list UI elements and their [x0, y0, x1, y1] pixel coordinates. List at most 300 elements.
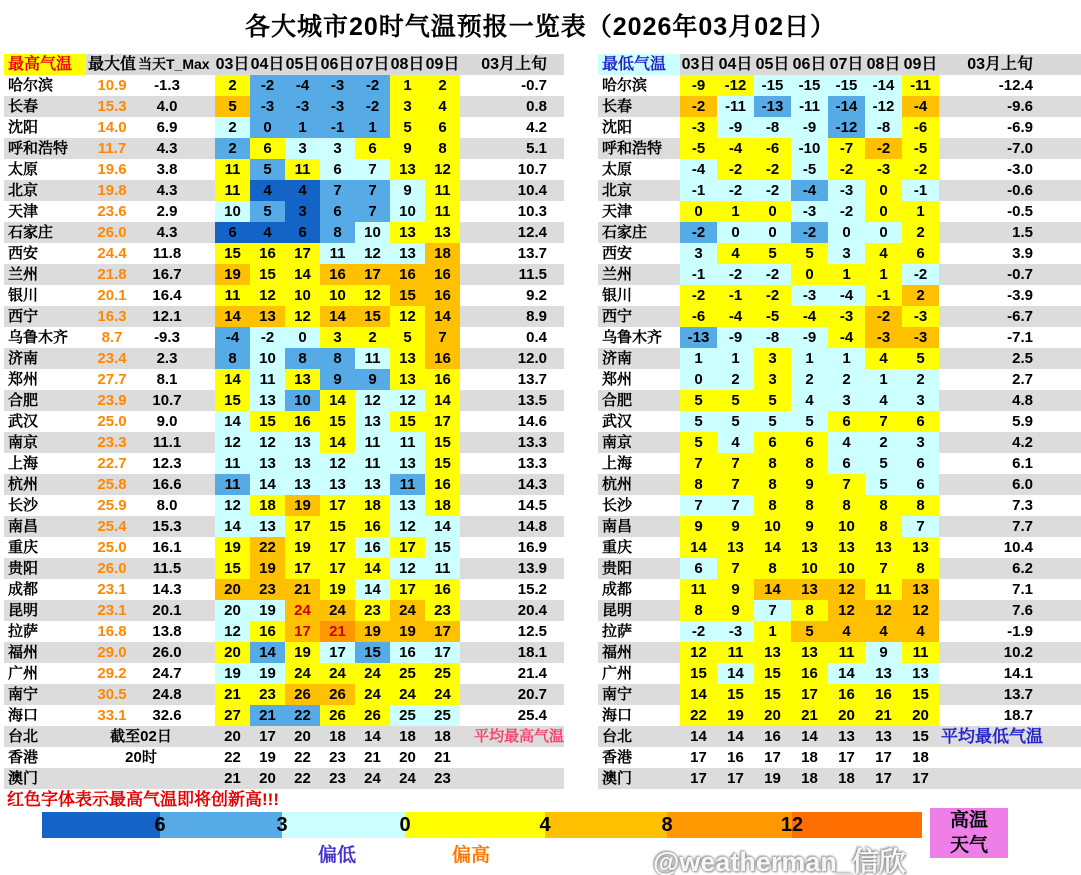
day-temp-cell: -3: [250, 96, 285, 117]
day-temp-cell: 4: [865, 390, 902, 411]
day-temp-cell: 14: [754, 579, 791, 600]
day-temp-cell: 12: [828, 600, 865, 621]
table-row: [598, 96, 1081, 117]
city-name: 呼和浩特: [602, 140, 663, 157]
day-temp-cell: 21: [364, 749, 381, 766]
day-temp-cell: 13: [250, 306, 285, 327]
day-temp-cell: 15: [355, 642, 390, 663]
max-temp-value: 29.2: [97, 665, 127, 682]
day-temp-cell: 6: [828, 453, 865, 474]
day-temp-cell: 10: [355, 222, 390, 243]
period-avg-value: 10.3: [517, 203, 547, 220]
day-temp-cell: 13: [285, 474, 320, 495]
day-temp-cell: 23: [250, 579, 285, 600]
day-temp-cell: 2: [215, 138, 250, 159]
day-temp-cell: -2: [717, 264, 754, 285]
day-temp-cell: 18: [838, 770, 855, 787]
hot-weather-line2: 天气: [949, 835, 988, 856]
day-temp-cell: -3: [285, 96, 320, 117]
day-temp-cell: 6: [754, 432, 791, 453]
day-temp-cell: 11: [285, 159, 320, 180]
day-temp-cell: 24: [285, 600, 320, 621]
day-temp-cell: 11: [215, 285, 250, 306]
day-temp-cell: 5: [680, 411, 717, 432]
city-name: 西宁: [602, 308, 633, 325]
day-temp-cell: 0: [250, 117, 285, 138]
day-temp-cell: 8: [865, 495, 902, 516]
city-name: 天津: [602, 203, 633, 220]
day-temp-cell: 3: [680, 243, 717, 264]
day-temp-cell: 14: [754, 537, 791, 558]
max-temp-value: 22.7: [97, 455, 127, 472]
today-tmax-value: -9.3: [154, 329, 180, 346]
day-temp-cell: -2: [754, 180, 791, 201]
day-temp-cell: 11: [250, 369, 285, 390]
day-temp-cell: 14: [425, 390, 460, 411]
table-row: [4, 180, 564, 201]
period-avg-value: 4.8: [1012, 392, 1033, 409]
city-name: 拉萨: [8, 623, 39, 640]
max-temp-value: 33.1: [97, 707, 127, 724]
table-row: [598, 621, 1081, 642]
colorbar-segment: [792, 812, 922, 838]
table-row: [4, 390, 564, 411]
period-avg-value: 7.3: [1012, 497, 1033, 514]
city-name: 沈阳: [602, 119, 633, 136]
city-name: 银川: [8, 287, 39, 304]
day-temp-cell: -2: [791, 222, 828, 243]
table-row: [598, 264, 1081, 285]
max-temp-value: 20.1: [97, 287, 127, 304]
day-temp-cell: -5: [754, 306, 791, 327]
day-temp-cell: 14: [425, 306, 460, 327]
table-row: [4, 516, 564, 537]
table-row: [598, 705, 1081, 726]
max-temp-value: 23.4: [97, 350, 127, 367]
period-avg-value: -3.9: [1007, 287, 1033, 304]
colorbar-segment: [282, 812, 405, 838]
day-temp-cell: 25: [425, 705, 460, 726]
day-temp-cell: 11: [355, 453, 390, 474]
day-temp-cell: 15: [717, 684, 754, 705]
day-temp-cell: 3: [828, 390, 865, 411]
city-name: 天津: [8, 203, 39, 220]
day-temp-cell: 7: [865, 558, 902, 579]
day-temp-cell: 2: [902, 285, 939, 306]
day-temp-cell: 21: [320, 621, 355, 642]
table-row: [4, 327, 564, 348]
today-tmax-value: 11.1: [152, 434, 182, 451]
day-temp-cell: 8: [754, 453, 791, 474]
day-temp-cell: 8: [754, 474, 791, 495]
day-temp-cell: 17: [285, 516, 320, 537]
day-temp-cell: 11: [717, 642, 754, 663]
day-temp-cell: -2: [902, 264, 939, 285]
today-tmax-value: 24.8: [152, 686, 182, 703]
day-temp-cell: 8: [215, 348, 250, 369]
day-temp-cell: 9: [355, 369, 390, 390]
day-temp-cell: 14: [320, 432, 355, 453]
table-row: [598, 306, 1081, 327]
day-temp-cell: -4: [215, 327, 250, 348]
table-row: [598, 663, 1081, 684]
day-col-header: 09日: [903, 56, 938, 73]
day-temp-cell: 19: [764, 770, 781, 787]
day-temp-cell: 12: [215, 621, 250, 642]
city-name: 长沙: [8, 497, 39, 514]
table-row: [4, 411, 564, 432]
today-tmax-value: 16.6: [152, 476, 182, 493]
table-row: [4, 264, 564, 285]
city-name: 南宁: [602, 686, 633, 703]
day-temp-cell: 6: [425, 117, 460, 138]
day-temp-cell: 13: [250, 390, 285, 411]
day-temp-cell: 12: [680, 642, 717, 663]
day-temp-cell: 13: [875, 728, 892, 745]
day-temp-cell: 13: [425, 222, 460, 243]
day-temp-cell: 8: [865, 516, 902, 537]
day-temp-cell: 17: [875, 770, 892, 787]
day-temp-cell: 13: [791, 642, 828, 663]
period-avg-value: 6.0: [1012, 476, 1033, 493]
day-temp-cell: 14: [680, 537, 717, 558]
day-temp-cell: 20: [754, 705, 791, 726]
day-temp-cell: -2: [754, 264, 791, 285]
table-row: [4, 96, 564, 117]
day-temp-cell: 4: [717, 432, 754, 453]
day-temp-cell: 17: [320, 558, 355, 579]
period-avg-value: 0.4: [526, 329, 547, 346]
day-temp-cell: 18: [912, 749, 929, 766]
day-temp-cell: 7: [902, 516, 939, 537]
period-avg-value: 0.8: [526, 98, 547, 115]
col-header-max-value: 最大值: [87, 56, 136, 73]
day-temp-cell: 8: [828, 495, 865, 516]
day-temp-cell: 1: [717, 201, 754, 222]
hot-weather-badge: [930, 808, 1008, 858]
day-temp-cell: -4: [680, 159, 717, 180]
day-temp-cell: 11: [390, 432, 425, 453]
day-temp-cell: -12: [828, 117, 865, 138]
day-temp-cell: 13: [390, 222, 425, 243]
city-name: 南京: [8, 434, 39, 451]
city-name: 杭州: [602, 476, 633, 493]
day-temp-cell: 17: [838, 749, 855, 766]
max-temp-value: 14.0: [97, 119, 127, 136]
day-temp-cell: -4: [717, 306, 754, 327]
city-name: 重庆: [8, 539, 39, 556]
day-temp-cell: 0: [754, 222, 791, 243]
day-temp-cell: 3: [754, 369, 791, 390]
day-temp-cell: 5: [865, 453, 902, 474]
day-temp-cell: 0: [828, 222, 865, 243]
day-temp-cell: 4: [828, 621, 865, 642]
day-temp-cell: 3: [285, 138, 320, 159]
day-temp-cell: 18: [801, 770, 818, 787]
day-temp-cell: -3: [320, 75, 355, 96]
today-tmax-value: 4.3: [156, 140, 178, 157]
day-temp-cell: 20: [259, 770, 276, 787]
colorbar-tick: 12: [780, 814, 804, 836]
max-temp-value: 8.7: [101, 329, 123, 346]
day-temp-cell: -13: [754, 96, 791, 117]
period-avg-value: 10.4: [1003, 539, 1033, 556]
day-temp-cell: -9: [791, 327, 828, 348]
day-temp-cell: 3: [320, 327, 355, 348]
max-temp-value: 16.3: [97, 308, 127, 325]
day-temp-cell: 19: [390, 621, 425, 642]
table-row: [4, 705, 564, 726]
today-tmax-value: 15.3: [152, 518, 182, 535]
day-col-header: 06日: [792, 56, 827, 73]
day-temp-cell: 21: [285, 579, 320, 600]
day-temp-cell: 12: [215, 432, 250, 453]
day-temp-cell: 17: [390, 537, 425, 558]
day-temp-cell: 4: [828, 432, 865, 453]
today-tmax-value: 12.3: [152, 455, 182, 472]
day-col-header: 09日: [425, 56, 460, 73]
day-temp-cell: 5: [250, 201, 285, 222]
day-temp-cell: -2: [865, 306, 902, 327]
day-temp-cell: 8: [902, 558, 939, 579]
day-temp-cell: 5: [680, 432, 717, 453]
today-tmax-value: 10.7: [152, 392, 182, 409]
city-name: 拉萨: [602, 623, 633, 640]
day-temp-cell: 8: [425, 138, 460, 159]
day-temp-cell: 14: [717, 663, 754, 684]
day-temp-cell: 13: [828, 537, 865, 558]
day-temp-cell: 7: [355, 201, 390, 222]
day-temp-cell: -6: [754, 138, 791, 159]
day-temp-cell: 10: [828, 558, 865, 579]
day-temp-cell: 8: [680, 600, 717, 621]
period-avg-value: 13.9: [517, 560, 547, 577]
day-temp-cell: 15: [425, 432, 460, 453]
city-name: 长春: [602, 98, 633, 115]
day-temp-cell: 2: [215, 117, 250, 138]
day-temp-cell: 2: [902, 222, 939, 243]
day-temp-cell: 3: [902, 390, 939, 411]
today-tmax-value: 4.3: [156, 224, 178, 241]
day-temp-cell: 13: [902, 579, 939, 600]
period-avg-value: 13.7: [517, 245, 547, 262]
max-temp-value: 23.1: [97, 602, 127, 619]
period-avg-value: 5.9: [1012, 413, 1033, 430]
day-temp-cell: 8: [680, 474, 717, 495]
city-name: 澳门: [8, 770, 39, 787]
today-tmax-value: 2.9: [156, 203, 178, 220]
day-temp-cell: 8: [285, 348, 320, 369]
city-name: 成都: [8, 581, 39, 598]
period-avg-value: 4.2: [526, 119, 547, 136]
above-normal-label: 偏高: [452, 845, 491, 866]
max-temp-value: 15.3: [97, 98, 127, 115]
day-temp-cell: 4: [791, 390, 828, 411]
today-tmax-value: 4.3: [156, 182, 178, 199]
cutoff-label: 20时: [125, 749, 157, 766]
day-temp-cell: -5: [902, 138, 939, 159]
day-temp-cell: 2: [355, 327, 390, 348]
day-temp-cell: -14: [865, 75, 902, 96]
city-name: 海口: [8, 707, 39, 724]
day-temp-cell: 5: [680, 390, 717, 411]
day-temp-cell: 18: [399, 728, 416, 745]
day-temp-cell: -15: [828, 75, 865, 96]
day-temp-cell: -9: [680, 75, 717, 96]
period-avg-value: -7.0: [1007, 140, 1033, 157]
day-temp-cell: 8: [320, 222, 355, 243]
day-temp-cell: 14: [250, 642, 285, 663]
city-name: 海口: [602, 707, 633, 724]
day-temp-cell: 18: [425, 495, 460, 516]
period-avg-value: 13.3: [517, 455, 547, 472]
day-temp-cell: 17: [875, 749, 892, 766]
colorbar-segment: [405, 812, 545, 838]
day-temp-cell: 9: [865, 642, 902, 663]
day-temp-cell: 17: [320, 642, 355, 663]
day-temp-cell: 6: [680, 558, 717, 579]
day-temp-cell: 14: [425, 516, 460, 537]
day-temp-cell: -2: [680, 96, 717, 117]
today-tmax-value: 14.3: [152, 581, 182, 598]
day-temp-cell: 16: [425, 348, 460, 369]
day-temp-cell: 13: [355, 474, 390, 495]
city-name: 长沙: [602, 497, 633, 514]
day-temp-cell: 7: [680, 495, 717, 516]
table-row: [598, 138, 1081, 159]
table-row: [598, 117, 1081, 138]
period-avg-value: -7.1: [1007, 329, 1033, 346]
table-row: [598, 369, 1081, 390]
city-name: 兰州: [8, 266, 39, 283]
day-temp-cell: -2: [717, 159, 754, 180]
day-temp-cell: 8: [754, 558, 791, 579]
day-temp-cell: -5: [791, 159, 828, 180]
max-temp-value: 26.0: [97, 224, 127, 241]
day-temp-cell: 16: [390, 642, 425, 663]
day-temp-cell: -2: [355, 96, 390, 117]
day-temp-cell: -6: [902, 117, 939, 138]
day-temp-cell: 5: [717, 390, 754, 411]
day-temp-cell: -2: [680, 285, 717, 306]
city-name: 合肥: [602, 392, 633, 409]
city-name: 南宁: [8, 686, 39, 703]
day-temp-cell: 0: [754, 201, 791, 222]
day-temp-cell: 24: [285, 663, 320, 684]
day-temp-cell: 5: [791, 411, 828, 432]
day-temp-cell: 13: [791, 579, 828, 600]
day-temp-cell: 7: [355, 159, 390, 180]
day-temp-cell: 13: [390, 348, 425, 369]
day-temp-cell: 4: [425, 96, 460, 117]
day-temp-cell: 7: [717, 495, 754, 516]
day-temp-cell: -8: [754, 117, 791, 138]
day-temp-cell: 17: [285, 243, 320, 264]
table-row: [598, 243, 1081, 264]
day-temp-cell: 19: [285, 537, 320, 558]
day-temp-cell: 7: [865, 411, 902, 432]
day-temp-cell: 0: [680, 369, 717, 390]
day-temp-cell: -2: [902, 159, 939, 180]
day-temp-cell: -15: [791, 75, 828, 96]
period-avg-value: 20.7: [517, 686, 547, 703]
day-temp-cell: 24: [390, 600, 425, 621]
max-temp-value: 10.9: [97, 77, 127, 94]
day-temp-cell: 14: [355, 558, 390, 579]
day-temp-cell: 11: [425, 180, 460, 201]
day-temp-cell: 22: [285, 705, 320, 726]
day-temp-cell: 14: [215, 411, 250, 432]
table-row: [4, 369, 564, 390]
day-temp-cell: 19: [259, 749, 276, 766]
day-col-header: 05日: [755, 56, 790, 73]
table-row: [598, 474, 1081, 495]
day-temp-cell: 25: [390, 663, 425, 684]
day-temp-cell: 20: [224, 728, 241, 745]
day-temp-cell: 12: [355, 285, 390, 306]
day-temp-cell: 4: [865, 243, 902, 264]
day-temp-cell: 16: [425, 285, 460, 306]
day-temp-cell: 7: [355, 180, 390, 201]
period-avg-value: 14.3: [517, 476, 547, 493]
today-tmax-value: 12.1: [152, 308, 182, 325]
day-temp-cell: 14: [215, 306, 250, 327]
day-temp-cell: 15: [250, 264, 285, 285]
day-temp-cell: 10: [250, 348, 285, 369]
max-temp-value: 25.0: [97, 539, 127, 556]
day-temp-cell: 5: [865, 474, 902, 495]
day-temp-cell: -1: [717, 285, 754, 306]
table-row: [4, 495, 564, 516]
day-temp-cell: 16: [828, 684, 865, 705]
day-temp-cell: 10: [754, 516, 791, 537]
day-temp-cell: 13: [390, 495, 425, 516]
city-name: 台北: [602, 728, 633, 745]
avg-max-temp-note: 平均最高气温: [474, 728, 565, 745]
day-temp-cell: 12: [320, 453, 355, 474]
colorbar-segment: [667, 812, 792, 838]
day-temp-cell: 25: [390, 705, 425, 726]
day-temp-cell: 15: [425, 453, 460, 474]
day-temp-cell: -4: [828, 327, 865, 348]
day-temp-cell: 17: [259, 728, 276, 745]
table-row: [4, 75, 564, 96]
period-avg-value: 7.1: [1012, 581, 1033, 598]
day-temp-cell: 12: [250, 432, 285, 453]
day-temp-cell: 26: [320, 705, 355, 726]
day-temp-cell: 19: [215, 264, 250, 285]
day-temp-cell: 9: [791, 474, 828, 495]
day-temp-cell: 15: [320, 411, 355, 432]
day-col-header: 07日: [355, 56, 390, 73]
day-temp-cell: 25: [425, 663, 460, 684]
day-temp-cell: 14: [320, 306, 355, 327]
day-temp-cell: 15: [912, 728, 929, 745]
page-title: 各大城市20时气温预报一览表（2026年03月02日）: [244, 13, 837, 41]
today-tmax-value: 16.7: [152, 266, 182, 283]
day-temp-cell: 11: [828, 642, 865, 663]
day-temp-cell: 7: [717, 474, 754, 495]
day-temp-cell: 17: [764, 749, 781, 766]
day-temp-cell: 6: [902, 411, 939, 432]
day-temp-cell: 24: [390, 684, 425, 705]
colorbar-segment: [42, 812, 160, 838]
day-temp-cell: 16: [865, 684, 902, 705]
max-temp-value: 23.1: [97, 581, 127, 598]
day-temp-cell: 8: [754, 495, 791, 516]
city-name: 杭州: [8, 476, 39, 493]
period-avg-value: 25.4: [517, 707, 547, 724]
